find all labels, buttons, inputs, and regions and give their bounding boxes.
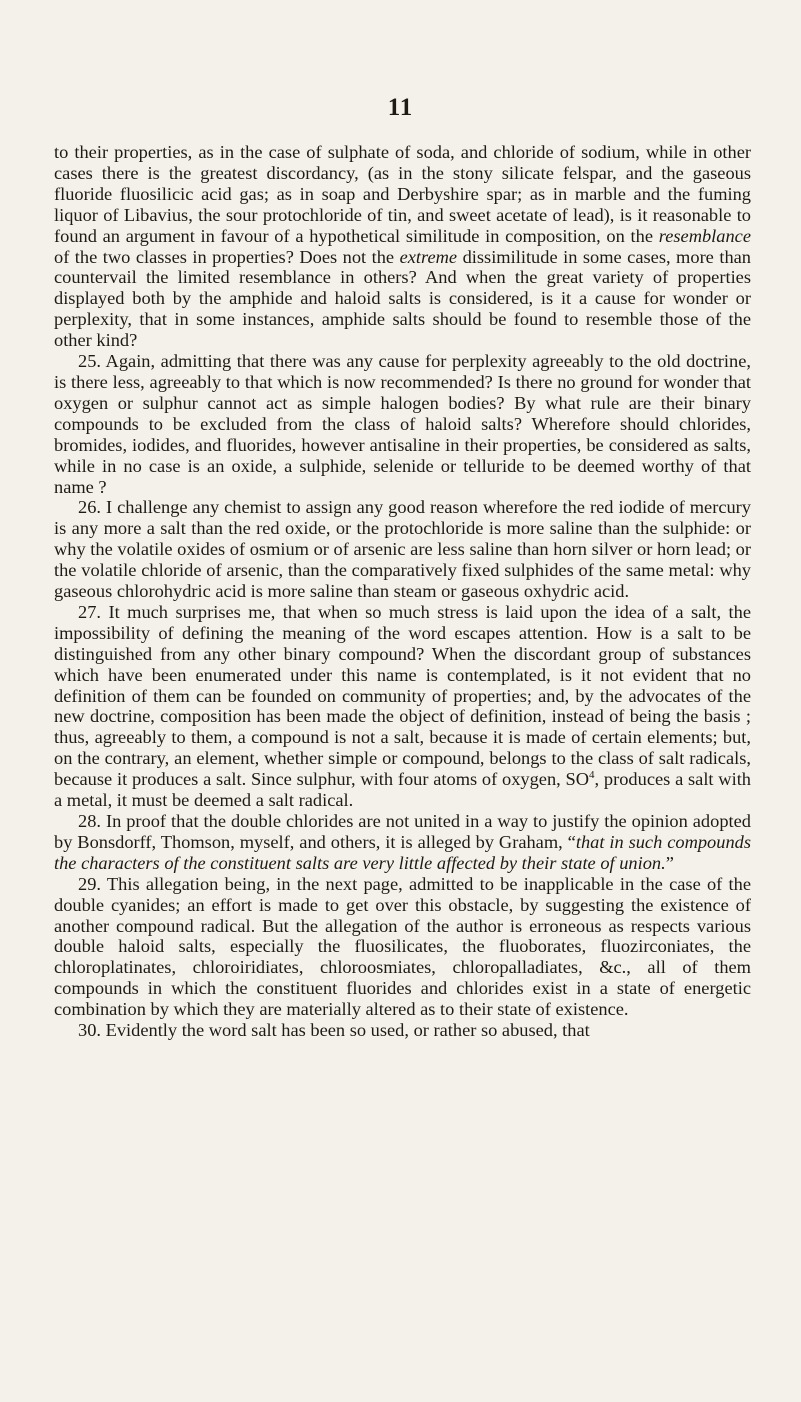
quoted-italic-text: that in such compounds the characters of the constituent salts are very little affected by their state of union.: [54, 831, 751, 873]
paragraph-text: This allegation being, in the next page, admitted to be inapplicable in the case of the double cyanides; an effort is made to get over this obstacle, by suggesting the existence of another compound radical. But the allegation of the author is erroneous as respects various double haloid salts, especially the fluosilicates, the fluoborates, fluozirconiates, the chloroplatinates, chloroiridiates, chloroosmiates, chloropalladiates, &c., all of them compounds in which the constituent fluorides and chlorides exist in a state of energetic combination by which they are materially altered as to their state of existence.: [54, 873, 751, 1020]
paragraph-27: [54, 602, 751, 811]
paragraph-continuation: [54, 142, 751, 351]
paragraph-text: I challenge any chemist to assign any good reason wherefore the red iodide of mercury is any more a salt than the red oxide, or the protochloride is more saline than the sulphide: or why the volatile oxides of osmium or of arsenic are less saline than horn silver or horn lead; or the volatile chloride of arsenic, than the comparatively fixed sulphides of the same metal: why gaseous chlorohydric acid is more saline than steam or gaseous oxhydric acid.: [54, 497, 751, 602]
paragraph-number: 27.: [78, 601, 101, 622]
paragraph-number: 28.: [78, 811, 101, 831]
paragraph-number: 25.: [78, 351, 101, 372]
paragraph-text-end: , produces a salt with a metal, it must be deemed a salt radical.: [54, 769, 751, 811]
paragraph-number: 29.: [78, 873, 101, 894]
paragraph-number: 30.: [78, 1020, 101, 1041]
paragraph-28: [54, 811, 751, 874]
continuation-text-2: of the two classes in properties? Does not the: [54, 246, 400, 267]
continuation-italic-2: extreme: [399, 246, 458, 267]
superscript: 4: [589, 769, 595, 782]
paragraph-number: 26.: [78, 497, 101, 518]
continuation-text-1: to their properties, as in the case of sulphate of soda, and chloride of sodium, while in other cases there is the greatest discordancy, (as in the stony silicate felspar, and the gaseous fluoride fluosilicic acid gas; as in soap and Derbyshire spar; as in marble and the fuming liquor of Libavius, the sour protochloride of tin, and sweet acetate of lead), is it reasonable to found an argument in favour of a hypothetical similitude in composition, on the: [54, 142, 751, 246]
continuation-italic-1: resemblance: [658, 225, 751, 246]
page-number: 11: [387, 94, 414, 121]
continuation-text-3: dissimilitude in some cases, more than countervail the limited resemblance in others? And when the great variety of properties displayed both by the amphide and haloid salts is considered, is it a cause for wonder or perplexity, that in some instances, amphide salts should be found to resemble those of the other kind?: [54, 246, 751, 351]
paragraph-25: [54, 351, 751, 497]
closing-quote: ”: [665, 852, 674, 873]
body-text: [54, 142, 751, 1041]
paragraph-text: It much surprises me, that when so much stress is laid upon the idea of a salt, the impossibility of defining the meaning of the word escapes attention. How is a salt to be distinguished from any other binary compound? When the discordant group of substances which have been enumerated under this name is contemplated, is it not evident that no definition of them can be founded on community of properties; and, by the advocates of the new doctrine, composition has been made the object of definition, instead of being the basis ; thus, agreeably to them, a compound is not a salt, because it is made of certain elements; but, on the contrary, an element, whether simple or compound, belongs to the class of salt radicals, because it produces a salt. Since sulphur, with four atoms of oxygen, SO: [54, 601, 751, 790]
paragraph-text: Evidently the word salt has been so used, or rather so abused, that: [101, 1020, 590, 1041]
paragraph-text: In proof that the double chlorides are not united in a way to justify the opinion adopted by Bonsdorff, Thomson, myself, and others, it is alleged by Graham, “: [54, 811, 751, 852]
paragraph-26: [54, 497, 751, 602]
paragraph-text: Again, admitting that there was any cause for perplexity agreeably to the old doctrine, is there less, agreeably to that which is now recommended? Is there no ground for wonder that oxygen or sulphur cannot act as simple halogen bodies? By what rule are their binary compounds to be excluded from the class of haloid salts? Wherefore should chlorides, bromides, iodides, and fluorides, however antisaline in their properties, be considered as salts, while in no case is an oxide, a sulphide, selenide or telluride to be deemed worthy of that name ?: [54, 351, 751, 497]
paragraph-29: [54, 874, 751, 1020]
paragraph-30: [54, 1020, 751, 1041]
